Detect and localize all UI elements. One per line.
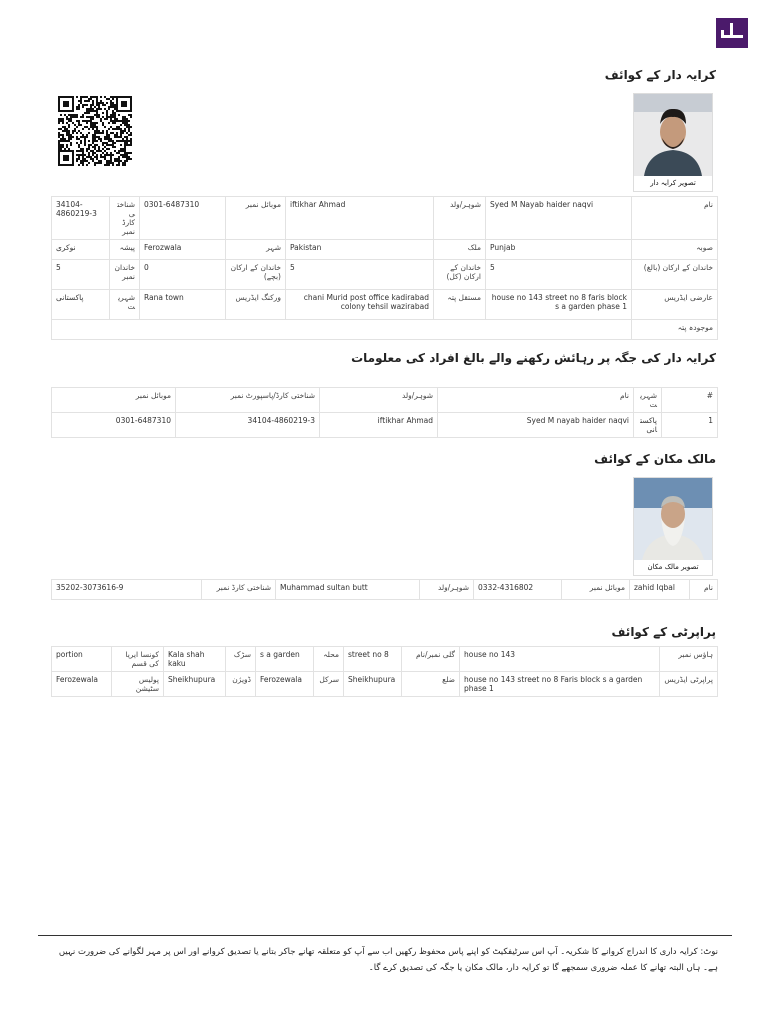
label-profession: پیشہ xyxy=(110,240,140,260)
adults-cell-mobile: 0301-6487310 xyxy=(52,413,176,438)
adults-table xyxy=(51,387,718,438)
tenant-info-table xyxy=(51,196,718,340)
footer-divider xyxy=(38,935,732,936)
label-cnic: شناختی کارڈ نمبر xyxy=(110,197,140,240)
value-work-address: Rana town xyxy=(140,290,226,320)
owner-label-mobile: موبائل نمبر xyxy=(562,580,630,600)
owner-value-father: Muhammad sultan butt xyxy=(276,580,420,600)
property-value-road: Kala shah kaku xyxy=(164,647,226,672)
tenant-portrait xyxy=(634,94,712,176)
label-province: صوبہ xyxy=(632,240,718,260)
label-father: شوہر/ولد xyxy=(434,197,486,240)
owner-label-name: نام xyxy=(690,580,718,600)
label-current-address: موجودہ پتہ xyxy=(632,320,718,340)
label-work-address: ورکنگ ایڈریس xyxy=(226,290,286,320)
value-nationality: پاکستانی xyxy=(52,290,110,320)
value-profession: نوکری xyxy=(52,240,110,260)
adults-col-father: شوہر/ولد xyxy=(320,388,438,413)
table-row xyxy=(52,413,718,438)
property-label-address: پراپرٹی ایڈریس xyxy=(660,672,718,697)
label-children: خاندان کے ارکان (بچے) xyxy=(226,260,286,290)
owner-label-cnic: شناختی کارڈ نمبر xyxy=(202,580,276,600)
property-label-road: سڑک xyxy=(226,647,256,672)
adults-col-name: نام xyxy=(438,388,634,413)
value-city: Ferozwala xyxy=(140,240,226,260)
value-perm-address: chani Murid post office kadirabad colony tehsil wazirabad xyxy=(286,290,434,320)
property-value-district: Sheikhupura xyxy=(344,672,402,697)
property-value-division: Sheikhupura xyxy=(164,672,226,697)
adults-cell-index: 1 xyxy=(662,413,718,438)
value-name: Syed M Nayab haider naqvi xyxy=(486,197,632,240)
value-temp-address: house no 143 street no 8 faris block s a garden phase 1 xyxy=(486,290,632,320)
owner-value-mobile: 0332-4316802 xyxy=(474,580,562,600)
owner-value-name: zahid Iqbal xyxy=(630,580,690,600)
adults-cell-cnic: 34104-4860219-3 xyxy=(176,413,320,438)
tenant-photo-caption: تصویر کرایہ دار xyxy=(634,176,712,191)
adults-col-mobile: موبائل نمبر xyxy=(52,388,176,413)
property-label-division: ڈویژن xyxy=(226,672,256,697)
label-country: ملک xyxy=(434,240,486,260)
adults-cell-father: iftikhar Ahmad xyxy=(320,413,438,438)
label-nationality: شہریت xyxy=(110,290,140,320)
tenant-photo xyxy=(633,93,713,192)
value-province: Punjab xyxy=(486,240,632,260)
label-adults: خاندان کے ارکان (بالغ) xyxy=(632,260,718,290)
property-info-heading: پراپرٹی کے کوائف xyxy=(611,625,716,639)
property-value-circle: Ferozewala xyxy=(256,672,314,697)
property-value-house-no: house no 143 xyxy=(460,647,660,672)
value-family-total: 5 xyxy=(286,260,434,290)
value-cnic: 34104-4860219-3 xyxy=(52,197,110,240)
label-family-no: خاندان نمبر xyxy=(110,260,140,290)
property-value-address: house no 143 street no 8 Faris block s a garden phase 1 xyxy=(460,672,660,697)
owner-info-heading: مالک مکان کے کوائف xyxy=(594,452,716,466)
adults-col-index: # xyxy=(662,388,718,413)
owner-photo xyxy=(633,477,713,576)
property-label-mohalla: محلہ xyxy=(314,647,344,672)
owner-info-table xyxy=(51,579,718,600)
adults-cell-name: Syed M nayab haider naqvi xyxy=(438,413,634,438)
footer-note: نوٹ: کرایہ داری کا اندراج کروانے کا شکریہ۔ آپ اس سرٹیفکیٹ کو اپنے پاس محفوظ رکھیں اب سے آپ کو متعلقہ تھانے جاکر بتانے یا تصدیق کروانے اور اس پر مہر لگوانے کی ضرورت نہیں ہے۔ ہاں البتہ تھانے کا عملہ ضروری سمجھے گا تو کرایہ دار، مالک مکان یا جگہ کی تصدیق کرے گا۔ xyxy=(58,947,718,973)
value-family-no: 5 xyxy=(52,260,110,290)
label-name: نام xyxy=(632,197,718,240)
value-country: Pakistan xyxy=(286,240,434,260)
label-family-total: خاندان کے ارکان (کل) xyxy=(434,260,486,290)
qr-code xyxy=(58,96,132,166)
value-current-address xyxy=(52,320,632,340)
app-logo xyxy=(716,18,748,48)
property-label-house-no: ہاؤس نمبر xyxy=(660,647,718,672)
property-value-type: portion xyxy=(52,647,112,672)
property-value-police-station: Ferozewala xyxy=(52,672,112,697)
owner-label-father: شوہر/ولد xyxy=(420,580,474,600)
adults-info-heading: کرایہ دار کی جگہ پر رہائش رکھنے والے بالغ افراد کی معلومات xyxy=(351,351,716,365)
value-children: 0 xyxy=(140,260,226,290)
property-value-mohalla: s a garden xyxy=(256,647,314,672)
adults-cell-nationality: پاکستانی xyxy=(634,413,662,438)
label-perm-address: مستقل پتہ xyxy=(434,290,486,320)
value-adults: 5 xyxy=(486,260,632,290)
property-label-police-station: پولیس سٹیشن xyxy=(112,672,164,697)
property-label-district: ضلع xyxy=(402,672,460,697)
adults-col-nationality: شہریت xyxy=(634,388,662,413)
property-value-street: street no 8 xyxy=(344,647,402,672)
value-father: iftikhar Ahmad xyxy=(286,197,434,240)
label-temp-address: عارضی ایڈریس xyxy=(632,290,718,320)
owner-portrait xyxy=(634,478,712,560)
property-label-type: کونسا ایریا کی قسم xyxy=(112,647,164,672)
value-mobile: 0301-6487310 xyxy=(140,197,226,240)
label-mobile: موبائل نمبر xyxy=(226,197,286,240)
adults-col-cnic: شناختی کارڈ/پاسپورٹ نمبر xyxy=(176,388,320,413)
tenant-info-heading: کرایہ دار کے کوائف xyxy=(604,68,716,82)
property-info-table xyxy=(51,646,718,697)
owner-value-cnic: 35202-3073616-9 xyxy=(52,580,202,600)
property-label-street: گلی نمبر/نام xyxy=(402,647,460,672)
label-city: شہر xyxy=(226,240,286,260)
owner-photo-caption: تصویر مالک مکان xyxy=(634,560,712,575)
property-label-circle: سرکل xyxy=(314,672,344,697)
